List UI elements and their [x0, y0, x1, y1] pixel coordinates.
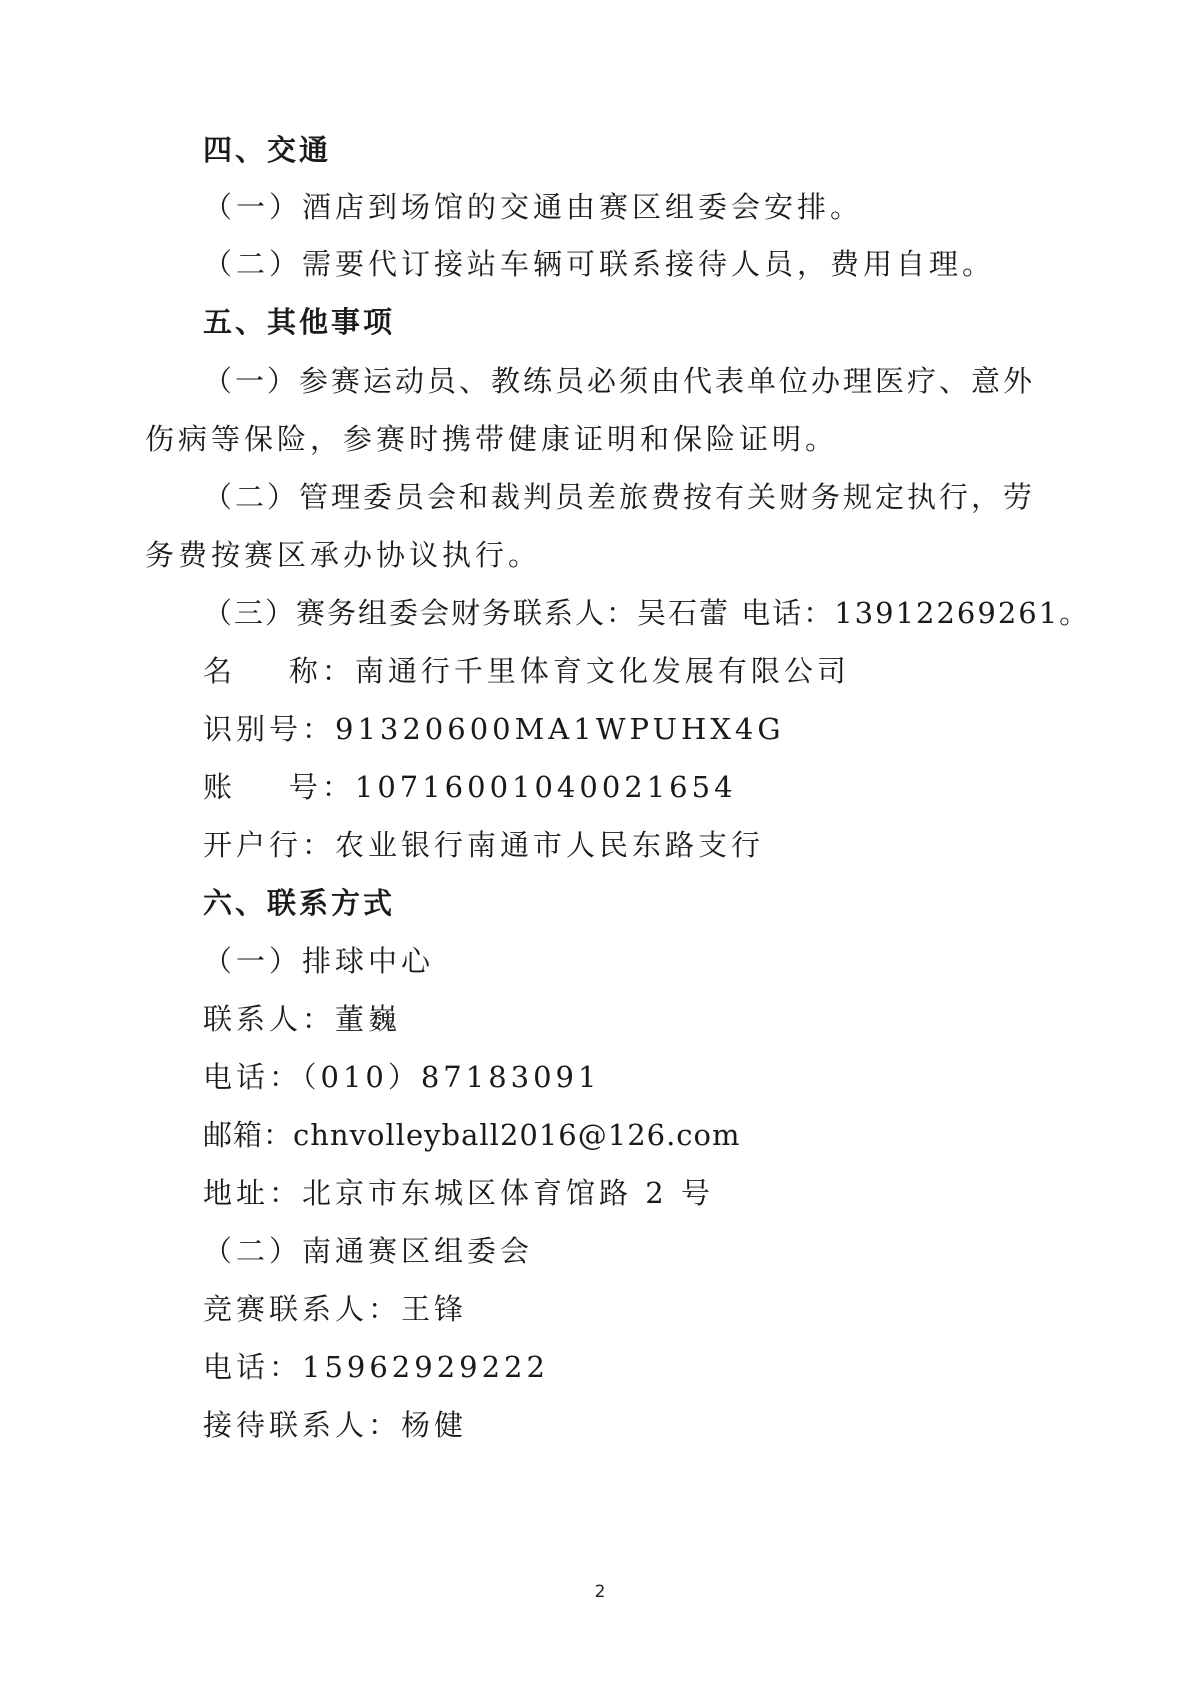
- center-phone: 电话：（010）87183091: [203, 1060, 601, 1094]
- company-name: 名 称：南通行千里体育文化发展有限公司: [203, 654, 850, 688]
- other-item-2-line-2: 务费按赛区承办协议执行。: [145, 538, 542, 572]
- tax-id: 识别号：91320600MA1WPUHX4G: [203, 712, 785, 746]
- page-number: 2: [594, 1582, 606, 1602]
- section-heading-traffic: 四、交通: [203, 133, 332, 167]
- other-item-1-line-2: 伤病等保险，参赛时携带健康证明和保险证明。: [145, 422, 839, 456]
- traffic-item-2: （二）需要代订接站车辆可联系接待人员，费用自理。: [203, 247, 996, 281]
- section-heading-contact: 六、联系方式: [203, 886, 396, 920]
- center-address: 地址：北京市东城区体育馆路 2 号: [203, 1176, 714, 1210]
- competition-contact: 竞赛联系人：王锋: [203, 1292, 468, 1326]
- other-item-2-line-1: （二）管理委员会和裁判员差旅费按有关财务规定执行，劳: [203, 480, 1036, 514]
- bank-branch: 开户行：农业银行南通市人民东路支行: [203, 828, 765, 862]
- center-title: （一）排球中心: [203, 944, 435, 978]
- reception-contact: 接待联系人：杨健: [203, 1408, 468, 1442]
- section-heading-other: 五、其他事项: [203, 305, 396, 339]
- bank-account: 账 号：10716001040021654: [203, 770, 737, 804]
- other-item-1-line-1: （一）参赛运动员、教练员必须由代表单位办理医疗、意外: [203, 364, 1036, 398]
- competition-phone: 电话：15962929222: [203, 1350, 549, 1384]
- other-item-3: （三）赛务组委会财务联系人：吴石蕾 电话：13912269261。: [203, 596, 1091, 630]
- center-contact-person: 联系人：董巍: [203, 1002, 402, 1036]
- traffic-item-1: （一）酒店到场馆的交通由赛区组委会安排。: [203, 190, 864, 224]
- committee-title: （二）南通赛区组委会: [203, 1234, 534, 1268]
- center-email: 邮箱：chnvolleyball2016@126.com: [203, 1118, 741, 1152]
